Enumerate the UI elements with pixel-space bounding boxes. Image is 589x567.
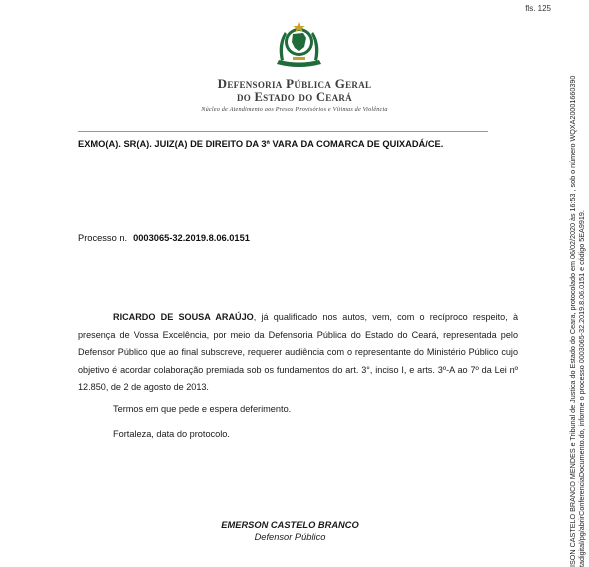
signer-name: EMERSON CASTELO BRANCO bbox=[221, 520, 359, 530]
addressee-line: EXMO(A). SR(A). JUIZ(A) DE DIREITO DA 3ª VARA DA COMARCA DE QUIXADÁ/CE. bbox=[78, 139, 444, 149]
process-label: Processo n. bbox=[78, 233, 128, 243]
defensoria-emblem-icon bbox=[273, 20, 325, 68]
org-subtitle: Núcleo de Atendimento aos Presos Provisórios e Vítimas de Violência bbox=[201, 106, 388, 113]
process-number: 0003065-32.2019.8.06.0151 bbox=[133, 233, 250, 243]
defendant-name: RICARDO DE SOUSA ARAÚJO bbox=[113, 312, 254, 322]
org-name-line1: Defensoria Pública Geral bbox=[217, 76, 372, 91]
org-name-line2: do Estado do Ceará bbox=[237, 90, 352, 104]
petition-text: , já qualificado nos autos, vem, com o recíproco respeito, à presença de Vossa Excelência, por meio da Defensoria Pública do Estado do Ceará, representada pelo Defensor Público que ao final subscreve, requerer audiência com o representante do Ministério Público cujo objetivo é acordar colaboração premiada sob os fundamentos do art. 3°, inciso I, e arts. 3º-A ao 7º da Lei nº 12.850, de 2 de agosto de 2013. bbox=[78, 312, 518, 392]
header-divider bbox=[78, 131, 488, 132]
side-stamp-line2: tadigital/pg/abrirConferenciaDocumento.do, informe o processo 0003065-32.2019.8.06.0151 e código 5EA9919. bbox=[577, 210, 586, 567]
petition-body bbox=[78, 309, 518, 397]
page-number: fls. 125 bbox=[525, 4, 551, 13]
process-line bbox=[78, 233, 250, 243]
side-authentication-stamp bbox=[568, 0, 588, 567]
side-stamp-line1: ISON CASTELO BRANCO MENDES e Tribunal de Justica do Estado do Ceara, protocolado em 06/02/2020 às 16:53 , sob o número WQXA20001660390 bbox=[568, 75, 577, 567]
signer-role: Defensor Público bbox=[254, 532, 326, 542]
closing-place-date: Fortaleza, data do protocolo. bbox=[113, 429, 230, 439]
closing-request: Termos em que pede e espera deferimento. bbox=[113, 404, 292, 414]
